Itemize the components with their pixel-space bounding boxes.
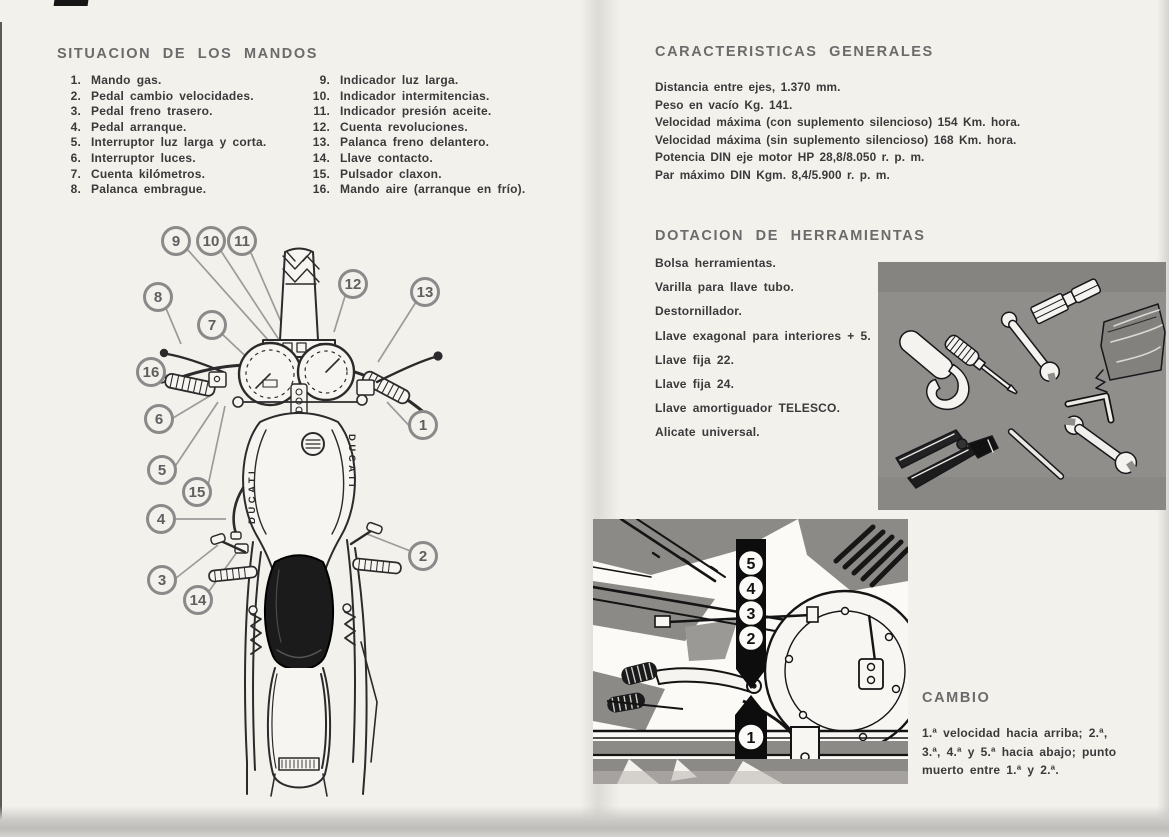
control-number: 3.: [70, 104, 81, 119]
cambio-line: 3.ª, 4.ª y 5.ª hacia abajo; punto: [922, 744, 1117, 759]
callout-number: 15: [188, 483, 206, 501]
spec-line: Peso en vacío Kg. 141.: [655, 97, 793, 112]
callout-number: 13: [416, 283, 434, 301]
spec-line: Velocidad máxima (sin suplemento silencioso) 168 Km. hora.: [655, 132, 1017, 147]
gear-position-label: 2: [746, 631, 756, 648]
control-number: 1.: [70, 73, 81, 87]
control-label: Llave contacto.: [340, 150, 433, 165]
diagram-callout: [182, 477, 212, 507]
diagram-callout: [196, 226, 226, 256]
spec-line: Velocidad máxima (con suplemento silencioso) 154 Km. hora.: [655, 115, 1021, 130]
control-label: Pulsador claxon.: [340, 166, 442, 181]
diagram-callout: [146, 504, 176, 534]
tank-brand-text-right: DUCATI: [346, 434, 357, 491]
tool-line: Alicate universal.: [655, 425, 760, 440]
callout-number: 8: [153, 288, 163, 306]
control-list-item: [57, 151, 266, 167]
diagram-callout: [227, 226, 257, 256]
control-list-item: [302, 182, 525, 198]
control-label: Interruptor luces.: [91, 150, 196, 165]
callout-number: 3: [157, 571, 167, 589]
control-label: Cuenta kilómetros.: [91, 166, 206, 181]
scan-bottom-shadow: [0, 806, 1169, 837]
control-number: 8.: [70, 182, 81, 197]
cambio-title: CAMBIO: [922, 690, 991, 706]
callout-number: 11: [234, 232, 250, 250]
scan-ink-mark: [54, 0, 89, 6]
tool-line: Llave fija 22.: [655, 352, 735, 367]
control-number: 9.: [319, 73, 330, 87]
control-list-item: [302, 151, 525, 167]
left-page-title: SITUACION DE LOS MANDOS: [57, 46, 319, 62]
control-label: Pedal cambio velocidades.: [91, 88, 254, 103]
diagram-callout: [161, 226, 191, 256]
control-label: Palanca embrague.: [91, 182, 207, 197]
control-label: Mando gas.: [91, 73, 162, 87]
control-list-item: [302, 135, 525, 151]
diagram-callout: [147, 565, 177, 595]
cambio-line: 1.ª velocidad hacia arriba; 2.ª,: [922, 726, 1108, 740]
callout-number: 4: [156, 510, 166, 528]
control-label: Cuenta revoluciones.: [340, 119, 468, 134]
control-number: 14.: [312, 150, 330, 165]
callout-number: 14: [189, 591, 207, 609]
gear-position-label: 4: [746, 581, 756, 598]
diagram-callout: [144, 404, 174, 434]
diagram-callout: [408, 410, 438, 440]
control-list-item: [57, 120, 266, 136]
control-list-item: [302, 120, 525, 136]
diagram-callout: [408, 541, 438, 571]
control-list-item: [57, 135, 266, 151]
control-label: Palanca freno delantero.: [340, 135, 490, 150]
control-number: 15.: [312, 166, 330, 181]
control-number: 13.: [312, 135, 330, 150]
control-number: 2.: [70, 88, 81, 103]
tool-line: Llave fija 24.: [655, 376, 735, 391]
diagram-callout: [183, 585, 213, 615]
control-label: Interruptor luz larga y corta.: [91, 135, 267, 150]
control-list-item: [302, 89, 525, 105]
controls-list-col1: [57, 73, 266, 198]
gear-position-label: 5: [746, 556, 756, 573]
control-number: 6.: [70, 150, 81, 165]
tool-kit-photo-drawing: [878, 262, 1166, 510]
general-specs-title: CARACTERISTICAS GENERALES: [655, 44, 934, 60]
gear-position-label: 1: [746, 730, 756, 747]
spec-line: Distancia entre ejes, 1.370 mm.: [655, 80, 841, 94]
general-specs-list: [655, 80, 1020, 186]
tank-brand-text-left: DUCATI: [247, 467, 258, 524]
control-list-item: [57, 89, 266, 105]
spec-line: Par máximo DIN Kgm. 8,4/5.900 r. p. m.: [655, 167, 890, 182]
callout-number: 7: [207, 316, 217, 334]
callout-number: 10: [202, 232, 220, 250]
control-label: Pedal arranque.: [91, 119, 187, 134]
tool-line: Destornillador.: [655, 304, 743, 319]
control-label: Mando aire (arranque en frío).: [340, 182, 526, 197]
control-list-item: [57, 167, 266, 183]
callout-number: 16: [142, 363, 160, 381]
tool-line: Llave amortiguador TELESCO.: [655, 401, 841, 416]
scan-left-edge: [0, 22, 2, 837]
control-list-item: [302, 73, 525, 89]
callout-number: 9: [171, 232, 181, 250]
callout-number: 6: [154, 410, 164, 428]
gearshift-photo-drawing: [593, 519, 908, 784]
tool-line: Bolsa herramientas.: [655, 256, 777, 270]
callout-number: 12: [344, 275, 362, 293]
callout-number: 2: [418, 547, 428, 565]
diagram-callout: [143, 282, 173, 312]
diagram-callout: [338, 269, 368, 299]
gear-position-label: 3: [746, 606, 756, 623]
control-label: Indicador presión aceite.: [340, 104, 492, 119]
shift-pattern-strip: [735, 539, 767, 759]
callout-number: 5: [157, 461, 167, 479]
control-label: Indicador intermitencias.: [340, 88, 490, 103]
controls-list-col2: [302, 73, 525, 198]
gearshift-photo: [593, 519, 908, 789]
motorcycle-diagram: [125, 222, 455, 802]
control-label: Pedal freno trasero.: [91, 104, 213, 119]
cambio-text: [922, 726, 1116, 782]
control-number: 12.: [312, 119, 330, 134]
control-list-item: [302, 167, 525, 183]
diagram-callout: [136, 357, 166, 387]
control-number: 7.: [70, 166, 81, 181]
control-label: Indicador luz larga.: [340, 73, 459, 87]
tools-title: DOTACION DE HERRAMIENTAS: [655, 228, 926, 244]
control-number: 4.: [70, 119, 81, 134]
control-number: 11.: [313, 104, 330, 119]
control-list-item: [302, 104, 525, 120]
tool-line: Varilla para llave tubo.: [655, 280, 795, 295]
callout-number: 1: [418, 416, 428, 434]
control-number: 10.: [312, 88, 330, 103]
tools-list: [655, 256, 871, 450]
tool-kit-photo: [878, 262, 1166, 515]
cambio-line: muerto entre 1.ª y 2.ª.: [922, 763, 1059, 777]
diagram-callout: [197, 310, 227, 340]
control-list-item: [57, 73, 266, 89]
diagram-callout: [147, 455, 177, 485]
diagram-callout: [410, 277, 440, 307]
tool-line: Llave exagonal para interiores + 5.: [655, 328, 871, 343]
spec-line: Potencia DIN eje motor HP 28,8/8.050 r. p. m.: [655, 150, 925, 165]
control-number: 5.: [70, 135, 81, 150]
control-list-item: [57, 104, 266, 120]
control-list-item: [57, 182, 266, 198]
control-number: 16.: [312, 182, 330, 197]
